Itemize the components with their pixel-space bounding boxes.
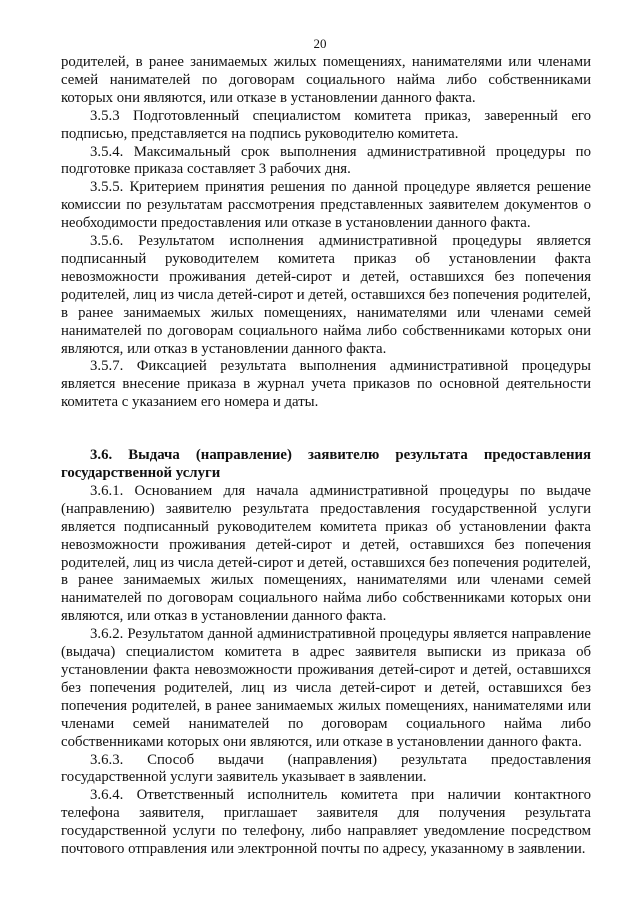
paragraph-continuation: родителей, в ранее занимаемых жилых помещениях, нанимателями или членами семей нанимателей по договорам социального найма либо собственниками которых они являются, или отказе в установлении данного факта. xyxy=(61,54,591,106)
section-spacer xyxy=(61,412,591,447)
paragraph-3-5-6: 3.5.6. Результатом исполнения административной процедуры является подписанный руководителем комитета приказ об установлении факта невозможности проживания детей-сирот и детей, оставшихся без попечения родителей, лиц из числа детей-сирот и детей, оставшихся без попечения родителей, в ранее занимаемых жилых помещениях, нанимателями или членами семей нанимателей по договорам социального найма либо собственниками которых они являются, или отказ в установлении данного факта. xyxy=(61,233,591,357)
paragraph-3-5-5: 3.5.5. Критерием принятия решения по данной процедуре является решение комиссии по результатам рассмотрения представленных заявителем документов о необходимости предоставления или отказе в установлении данного факта. xyxy=(61,179,591,232)
paragraph-3-6-4: 3.6.4. Ответственный исполнитель комитета при наличии контактного телефона заявителя, приглашает заявителя для получения результата государственной услуги по телефону, либо направляет уведомление посредством почтового отправления или электронной почты по адресу, указанному в заявлении. xyxy=(61,787,591,858)
paragraph-3-6-1: 3.6.1. Основанием для начала административной процедуры по выдаче (направлению) заявителю результата предоставления государственной услуги является подписанный руководителем комитета приказ об установлении факта невозможности проживания детей-сирот и детей, оставшихся без попечения родителей, лиц из числа детей-сирот и детей, оставшихся без попечения родителей, в ранее занимаемых жилых помещениях, нанимателями или членами семей нанимателей по договорам социального найма либо собственниками которых они являются, или отказ в установлении данного факта. xyxy=(61,482,591,625)
paragraph-3-6-3: 3.6.3. Способ выдачи (направления) результата предоставления государственной услуги заявитель указывает в заявлении. xyxy=(61,751,591,786)
paragraph-3-5-4: 3.5.4. Максимальный срок выполнения административной процедуры по подготовке приказа составляет 3 рабочих дня. xyxy=(61,143,591,178)
paragraph-3-6-2: 3.6.2. Результатом данной административной процедуры является направление (выдача) специалистом комитета в адрес заявителя выписки из приказа об установлении факта невозможности проживания детей-сирот и детей, оставшихся без попечения родителей, лиц из числа детей-сирот и детей, оставшихся без попечения родителей, в ранее занимаемых жилых помещениях, нанимателями или членами семей нанимателей по договорам социального найма либо собственниками которых они являются, или отказе в установлении данного факта. xyxy=(61,626,591,750)
section-heading-3-6: 3.6. Выдача (направление) заявителю результата предоставления государственной услуги xyxy=(61,447,591,482)
document-body xyxy=(61,54,591,859)
paragraph-3-5-7: 3.5.7. Фиксацией результата выполнения административной процедуры является внесение приказа в журнал учета приказов по основной деятельности комитета с указанием его номера и даты. xyxy=(61,358,591,411)
paragraph-3-5-3: 3.5.3 Подготовленный специалистом комитета приказ, заверенный его подписью, представляется на подпись руководителю комитета. xyxy=(61,107,591,142)
page-number: 20 xyxy=(313,36,327,51)
